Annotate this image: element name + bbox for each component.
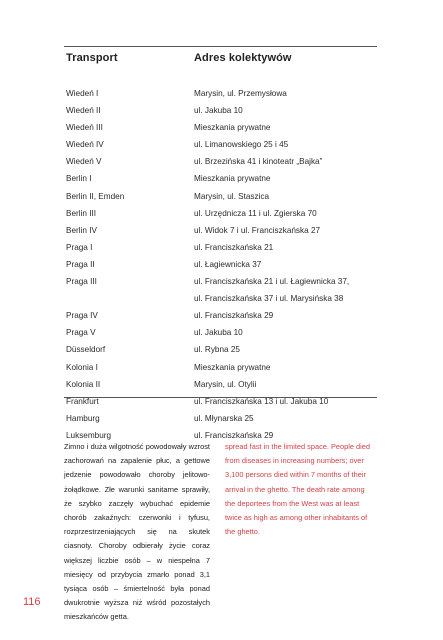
address-cell: Mieszkania prywatne [194,174,271,184]
transport-cell: Berlin III [66,208,97,218]
table-row [0,273,443,290]
page-number: 116 [23,596,41,608]
table-row [0,153,443,170]
transport-cell: Kolonia II [66,379,101,389]
address-cell: Marysin, ul. Staszica [194,191,270,201]
transport-cell: Praga III [66,277,97,287]
address-cell: ul. Łagiewnicka 37 [194,259,262,269]
table-top-rule [64,46,377,47]
table-row [0,136,443,153]
address-cell: Mieszkania prywatne [194,123,271,133]
table-row [0,359,443,376]
address-cell: ul. Widok 7 i ul. Franciszkańska 27 [194,225,321,235]
address-cell: ul. Franciszkańska 29 [194,311,274,321]
polish-body-text: Zimno i duża wilgotność powodowały wzrost zachorowań na zapalenie płuc, a gettowe jedzenie powodowało choroby jelitowo-żołądkowe. Złe warunki sanitarne sprawiły, że szybko zaczęły wybuchać epidemie chorób zakaźnych: czerwonki i tyfusu, rozprzestrzeniających się na skutek ciasnoty. Choroby odbierały życie coraz większej liczbie osób – w niespełna 7 miesięcy od przybycia zmarło ponad 3,1 tysiąca osób – śmiertelność była ponad dwukrotnie wyższa niż wśród pozostałych mieszkańców getta. [64,442,210,622]
transport-cell: Kolonia I [66,362,98,372]
table-row [0,119,443,136]
address-cell: ul. Franciszkańska 13 i ul. Jakuba 10 [194,396,329,406]
table-row [0,170,443,187]
transport-cell: Wiedeń I [66,89,99,98]
table-row [0,341,443,358]
transport-cell: Hamburg [66,413,100,423]
address-cell: Marysin, ul. Przemysłowa [194,89,287,98]
table-row [0,205,443,222]
address-cell: ul. Franciszkańska 21 [194,242,274,252]
address-cell: ul. Franciszkańska 29 [194,430,274,440]
address-cell: ul. Franciszkańska 21 i ul. Łagiewnicka 37, [194,277,350,287]
table-row [0,410,443,427]
transport-cell: Wiedeń V [66,157,102,167]
address-cell: ul. Franciszkańska 37 i ul. Marysińska 38 [194,294,344,304]
table-row [0,188,443,205]
transport-cell: Wiedeń II [66,106,101,116]
column-header-transport: Transport [66,52,118,64]
table-row [0,256,443,273]
address-cell: Mieszkania prywatne [194,362,271,372]
transport-cell: Frankfurt [66,396,99,406]
transport-cell: Luksemburg [66,430,112,440]
table-row [0,290,443,307]
transport-cell: Düsseldorf [66,345,106,355]
transport-cell: Berlin IV [66,225,97,235]
english-body-text: spread fast in the limited space. People died from diseases in increasing numbers; over 3,100 persons died within 7 months of their arrival in the ghetto. The death rate among the deportees from the West was at least twice as high as among other inhabitants of the ghetto. [225,442,371,537]
table-row [0,102,443,119]
transport-cell: Praga I [66,242,93,252]
address-cell: ul. Rybna 25 [194,345,240,355]
table-row [0,239,443,256]
table-row [0,393,443,410]
table-row [0,222,443,239]
transport-cell: Wiedeń III [66,123,103,133]
address-cell: ul. Limanowskiego 25 i 45 [194,140,289,150]
address-cell: ul. Młynarska 25 [194,413,254,423]
address-cell: ul. Urzędnicza 11 i ul. Zgierska 70 [194,208,317,218]
transport-cell: Praga IV [66,311,98,321]
table-row [0,85,443,102]
address-cell: ul. Jakuba 10 [194,328,243,338]
transport-address-table [0,85,443,444]
column-header-address: Adres kolektywów [194,52,292,64]
address-cell: Marysin, ul. Otylii [194,379,257,389]
address-cell: ul. Jakuba 10 [194,106,243,116]
address-cell: ul. Brzezińska 41 i kinoteatr „Bajka” [194,157,323,167]
transport-cell: Berlin II, Emden [66,191,125,201]
transport-cell: Berlin I [66,174,92,184]
table-row [0,324,443,341]
transport-cell: Praga V [66,328,96,338]
table-bottom-rule [64,397,377,398]
table-row [0,307,443,324]
table-row [0,376,443,393]
transport-cell: Wiedeń IV [66,140,104,150]
transport-cell: Praga II [66,259,95,269]
